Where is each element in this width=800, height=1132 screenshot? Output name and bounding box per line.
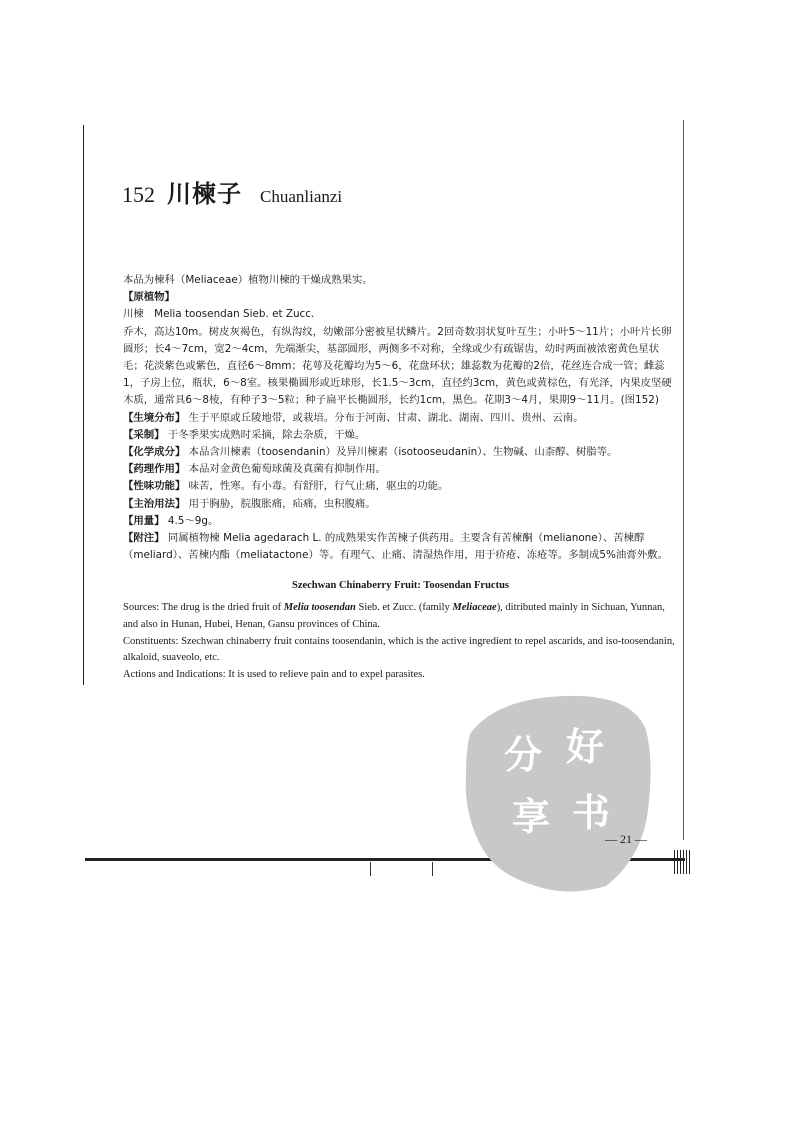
english-actions — [123, 667, 678, 684]
section-label: 【生境分布】 — [123, 411, 186, 424]
entry-number: 152 — [122, 182, 155, 207]
seal-glyph: 书 — [572, 790, 611, 835]
species-name: Melia toosendan — [283, 602, 356, 613]
constituents-text: Szechwan chinaberry fruit contains toosendanin, which is the active ingredient to repel ascarids, and iso-toosendanin, alkaloid, suaveolo, etc. — [123, 635, 675, 664]
section-text: 同属植物楝 Melia agedarach L. 的成熟果实作苦楝子供药用。主要含有苦楝酮（melianone）、苦楝醇（meliard）、苦楝内酯（meliatactone）等。有理气、止痛、清湿热作用，用于疥疮、冻疮等。多制成5%油膏外敷。 — [123, 532, 668, 562]
section-notes — [123, 530, 678, 564]
constituents-label: Constituents: — [123, 635, 179, 647]
section-label: 【化学成分】 — [123, 446, 186, 459]
section-processing — [123, 427, 678, 444]
section-text: 用于胸胁，脘腹胀痛，疝痛，虫积腹痛。 — [188, 497, 376, 510]
sources-text: The drug is the dried fruit of — [161, 602, 282, 613]
seal-glyph: 好 — [566, 724, 605, 769]
section-habitat — [123, 410, 678, 427]
english-constituents — [123, 634, 678, 668]
plant-description: 乔木，高达10m。树皮灰褐色，有纵沟纹，幼嫩部分密被星状鳞片。2回奇数羽状复叶互生；小叶5～11片；小叶片长卵圆形；长4～7cm，宽2～4cm，先端渐尖，基部圆形，两侧多不对称，全缘或少有疏锯齿，幼时两面被浓密黄色星状毛；花淡紫色或紫色，直径6～8mm；花萼及花瓣均为5～6，花盘环状；雄蕊数为花瓣的2倍，花丝连合成一管；雌蕊1，子房上位，瓶状，6～8室。核果椭圆形或近球形，长1.5～3cm，直径约3cm，黄色或黄棕色，有光泽，内果皮坚硬木质，通常具6～8棱，有种子3～5粒；种子扁平长椭圆形，长约1cm，黑色。花期3～4月，果期9～11月。(图152) — [123, 325, 672, 407]
section-text: 本品对金黄色葡萄球菌及真菌有抑制作用。 — [188, 463, 387, 476]
sources-text: Sieb. et Zucc. (family — [358, 602, 450, 613]
plant-name-line: 川楝 Melia toosendan Sieb. et Zucc. — [123, 308, 315, 321]
section-text: 生于平原或丘陵地带，或栽培。分布于河南、甘肃、湖北、湖南、四川、贵州、云南。 — [188, 411, 584, 424]
english-sources — [123, 600, 678, 634]
section-dosage — [123, 513, 678, 530]
section-text: 4.5～9g。 — [167, 514, 219, 527]
intro-paragraph: 本品为楝科（Meliaceae）植物川楝的干燥成熟果实。 — [123, 274, 373, 286]
chinese-description — [123, 272, 678, 564]
section-label: 【主治用法】 — [123, 497, 186, 510]
sources-text: ), ditributed mainly in Sichuan, Yunnan, and also in Hunan, Hubei, Henan, Gansu provinces of China. — [123, 602, 665, 630]
seal-stamp-icon — [456, 690, 656, 900]
page-edge-hatch — [674, 850, 692, 874]
seal-glyph: 分 — [504, 732, 543, 777]
section-label: 【附注】 — [123, 532, 165, 545]
section-label: 【药理作用】 — [123, 463, 186, 476]
page-number: — 21 — — [605, 832, 647, 846]
actions-label: Actions and Indications: — [123, 669, 226, 681]
entry-heading — [122, 174, 342, 209]
seal-glyph: 享 — [512, 794, 551, 839]
section-text: 味苦，性寒。有小毒。有舒肝，行气止痛，驱虫的功能。 — [188, 480, 449, 493]
section-label: 【性味功能】 — [123, 480, 186, 493]
english-title: Szechwan Chinaberry Fruit: Toosendan Fructus — [291, 580, 510, 591]
family-name: Meliaceae — [452, 602, 497, 613]
section-text: 于冬季果实成熟时采摘，除去杂质，干燥。 — [167, 428, 366, 441]
section-pharmacology — [123, 461, 678, 478]
section-properties — [123, 478, 678, 495]
actions-text: It is used to relieve pain and to expel parasites. — [228, 669, 425, 681]
page-left-edge — [83, 125, 84, 685]
sources-label: Sources: — [123, 602, 160, 613]
section-label: 【采制】 — [123, 428, 165, 441]
original-plant-label: 【原植物】 — [123, 291, 175, 304]
page-right-edge — [683, 120, 684, 840]
english-description — [123, 600, 678, 684]
section-usage — [123, 496, 678, 513]
section-label: 【用量】 — [123, 514, 165, 527]
bottom-tick — [432, 862, 433, 876]
entry-chinese-name: 川楝子 — [167, 180, 242, 208]
section-text: 本品含川楝素（toosendanin）及异川楝素（isotooseudanin）、生物碱、山柰醇、树脂等。 — [188, 446, 618, 459]
entry-pinyin: Chuanlianzi — [260, 187, 343, 206]
section-chemistry — [123, 444, 678, 461]
bottom-tick — [370, 862, 371, 876]
